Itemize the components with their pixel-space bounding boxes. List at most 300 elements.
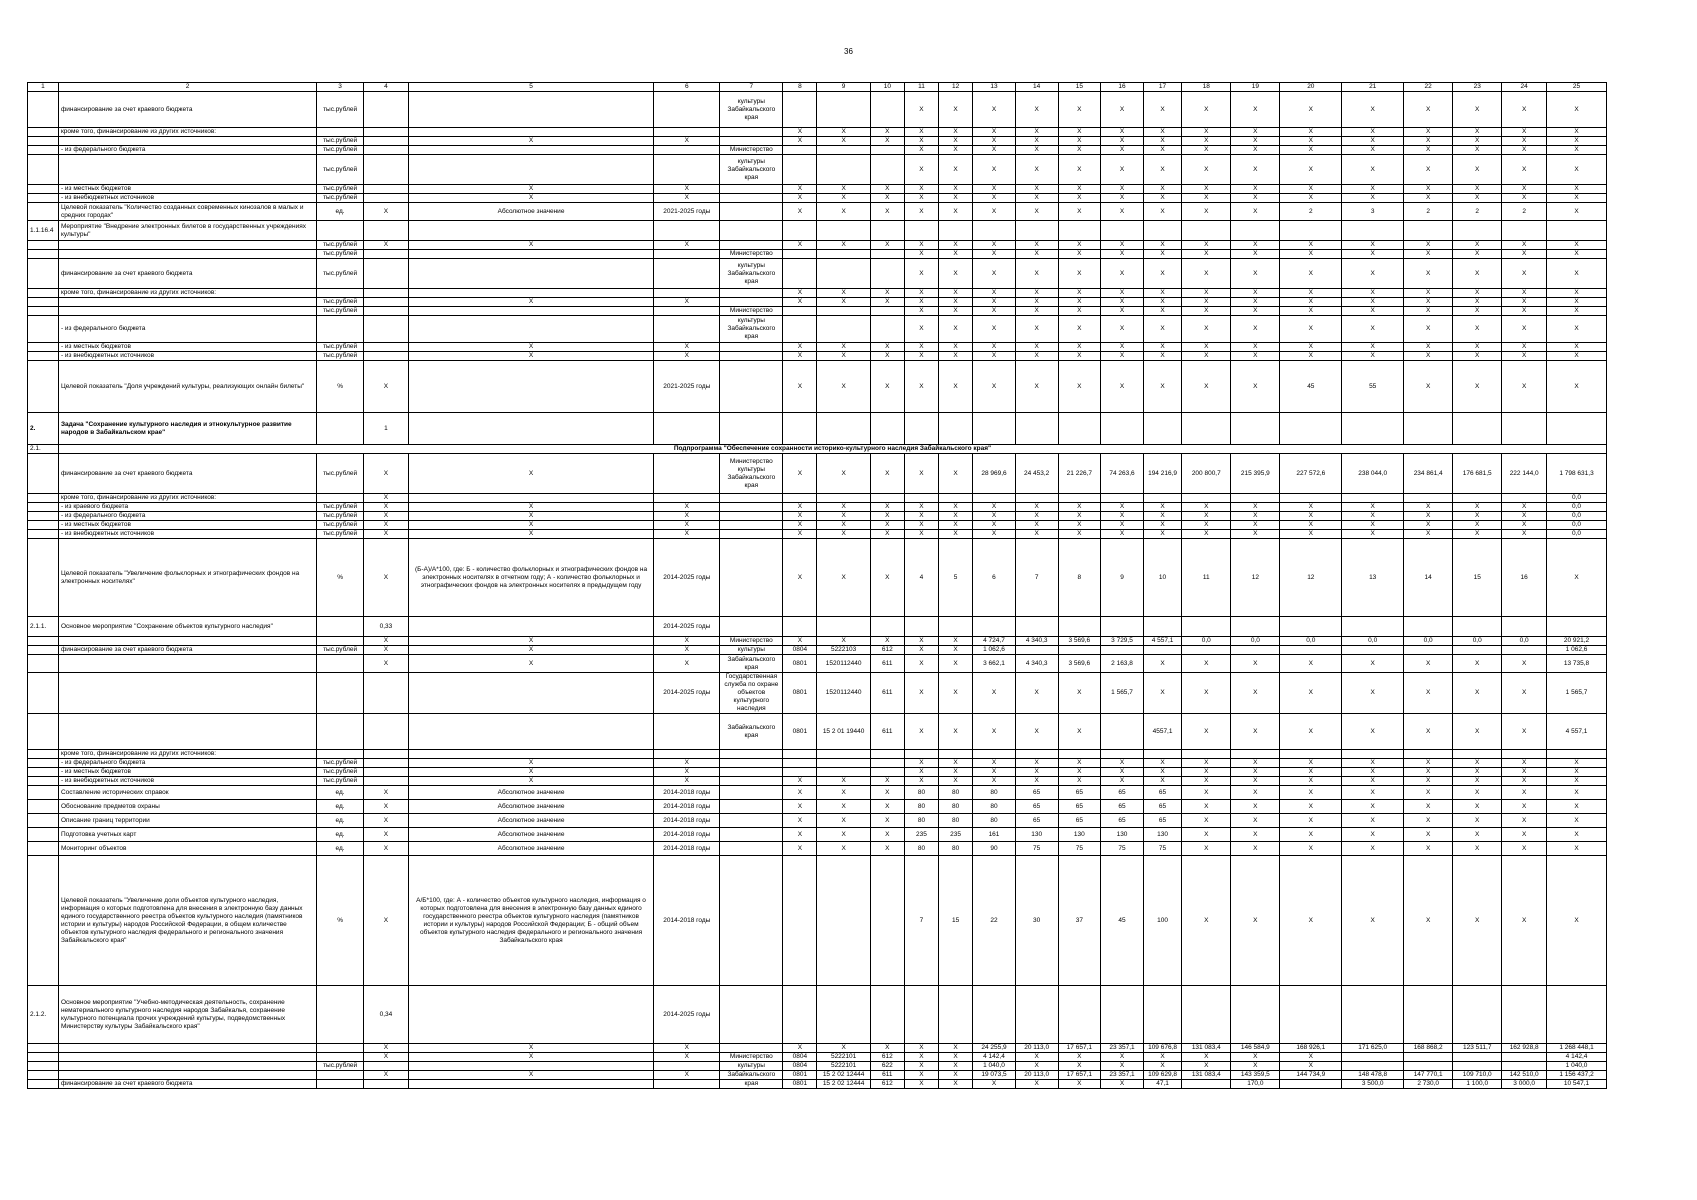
table-cell: 3	[1342, 203, 1404, 221]
table-cell: X	[1231, 250, 1280, 259]
table-cell: X	[1231, 777, 1280, 786]
table-cell: X	[1342, 250, 1404, 259]
table-cell: X	[1280, 259, 1342, 289]
row-number: 2.1.	[28, 445, 59, 454]
table-cell: X	[1453, 828, 1502, 842]
table-cell: X	[783, 289, 817, 298]
table-cell: X	[1280, 673, 1342, 714]
table-cell: X	[1280, 92, 1342, 128]
table-cell: X	[1058, 530, 1101, 539]
table-cell: X	[870, 1044, 904, 1053]
table-cell	[408, 986, 653, 1044]
table-cell: X	[1502, 673, 1547, 714]
table-cell: А/Б*100, где: А - количество объектов культурного наследия, информация о которых подготовлена для внесения в электронную базу данных единого государственного реестра объектов культурного наследия (памятников истории и культуры) народов Российской Федерации; Б - общий объем объектов культурного наследия федерального и регионального значения Забайкальского края	[408, 856, 653, 986]
table-cell: X	[1502, 786, 1547, 800]
page-number: 36	[844, 47, 853, 56]
table-cell: X	[1453, 856, 1502, 986]
table-cell: X	[1231, 521, 1280, 530]
table-cell: X	[939, 194, 973, 203]
table-cell	[317, 1053, 364, 1062]
table-cell: 5222101	[817, 1062, 870, 1071]
table-cell: X	[1182, 128, 1231, 137]
table-cell: X	[1231, 185, 1280, 194]
table-cell: X	[817, 786, 870, 800]
table-cell: X	[1453, 503, 1502, 512]
table-cell: тыс.рублей	[317, 454, 364, 494]
table-cell: X	[1280, 655, 1342, 673]
table-cell	[1342, 750, 1404, 759]
table-cell: 65	[1143, 786, 1181, 800]
table-cell: X	[817, 185, 870, 194]
table-cell: X	[1453, 814, 1502, 828]
table-cell	[783, 221, 817, 241]
table-cell: X	[1143, 512, 1181, 521]
table-cell: ед.	[317, 814, 364, 828]
table-cell: X	[1404, 316, 1453, 343]
table-cell: 622	[870, 1062, 904, 1071]
table-cell: X	[1453, 352, 1502, 361]
table-cell	[870, 750, 904, 759]
table-cell: X	[1502, 137, 1547, 146]
table-cell: X	[1342, 146, 1404, 155]
table-cell	[1453, 494, 1502, 503]
table-cell: X	[1453, 655, 1502, 673]
table-cell: тыс.рублей	[317, 259, 364, 289]
row-label: - из федерального бюджета	[58, 316, 316, 343]
table-cell: X	[364, 637, 409, 646]
table-cell: X	[973, 343, 1016, 352]
table-cell: 55	[1342, 361, 1404, 413]
table-cell: X	[1404, 512, 1453, 521]
table-cell	[817, 759, 870, 768]
table-cell: X	[364, 512, 409, 521]
row-label	[58, 714, 316, 750]
table-cell: X	[904, 1053, 938, 1062]
table-cell: 90	[973, 842, 1016, 856]
header-cell: 23	[1453, 83, 1502, 92]
table-cell: 24 255,9	[973, 1044, 1016, 1053]
table-cell: 100	[1143, 856, 1181, 986]
table-cell	[870, 316, 904, 343]
table-cell: X	[1547, 316, 1607, 343]
table-cell: X	[1502, 352, 1547, 361]
table-cell: 2	[1280, 203, 1342, 221]
table-row	[28, 221, 1607, 241]
row-number	[28, 856, 59, 986]
table-cell: X	[1547, 343, 1607, 352]
table-cell: X	[1058, 92, 1101, 128]
table-cell: X	[1231, 1053, 1280, 1062]
table-cell: X	[1015, 316, 1058, 343]
table-cell	[364, 1062, 409, 1071]
table-cell	[1058, 413, 1101, 445]
table-cell	[408, 289, 653, 298]
table-cell	[1143, 617, 1181, 637]
table-cell: X	[1502, 298, 1547, 307]
table-cell: X	[1342, 128, 1404, 137]
table-cell: X	[1404, 655, 1453, 673]
table-cell: X	[973, 250, 1016, 259]
table-cell: 80	[973, 800, 1016, 814]
row-number: 1.1.16.4	[28, 221, 59, 241]
table-cell: X	[783, 842, 817, 856]
table-cell: X	[817, 828, 870, 842]
row-label: - из федерального бюджета	[58, 146, 316, 155]
table-cell	[364, 221, 409, 241]
table-cell: X	[1453, 512, 1502, 521]
table-cell	[408, 128, 653, 137]
table-cell: 65	[1143, 814, 1181, 828]
table-cell: X	[1404, 786, 1453, 800]
table-cell	[720, 512, 783, 521]
table-cell: X	[1502, 307, 1547, 316]
table-row	[28, 1062, 1607, 1071]
table-cell: X	[870, 512, 904, 521]
table-cell: X	[973, 777, 1016, 786]
table-cell: X	[817, 454, 870, 494]
table-row	[28, 814, 1607, 828]
table-cell: X	[1231, 503, 1280, 512]
table-cell: X	[1547, 361, 1607, 413]
row-label: Целевой показатель "Доля учреждений культуры, реализующих онлайн билеты"	[58, 361, 316, 413]
table-cell	[817, 768, 870, 777]
table-cell: тыс.рублей	[317, 521, 364, 530]
table-cell: X	[939, 155, 973, 185]
table-cell	[720, 786, 783, 800]
table-cell: 4 142,4	[1547, 1053, 1607, 1062]
table-cell	[870, 250, 904, 259]
table-row	[28, 828, 1607, 842]
table-cell: X	[1143, 137, 1181, 146]
table-cell: 2014-2018 годы	[654, 842, 720, 856]
table-cell: X	[1502, 814, 1547, 828]
table-row	[28, 316, 1607, 343]
table-cell	[720, 800, 783, 814]
table-cell: X	[973, 714, 1016, 750]
table-cell	[654, 128, 720, 137]
table-cell: X	[904, 92, 938, 128]
table-row	[28, 655, 1607, 673]
table-cell: X	[1015, 137, 1058, 146]
table-cell: X	[1502, 828, 1547, 842]
table-cell: Министерство культуры Забайкальского края	[720, 454, 783, 494]
table-cell: X	[939, 250, 973, 259]
table-cell	[364, 343, 409, 352]
table-cell	[1015, 413, 1058, 445]
table-cell: X	[1502, 250, 1547, 259]
table-cell	[870, 768, 904, 777]
table-cell: X	[870, 503, 904, 512]
table-cell: X	[1058, 316, 1101, 343]
row-number	[28, 530, 59, 539]
table-cell	[1058, 750, 1101, 759]
table-cell: X	[1182, 307, 1231, 316]
table-cell: X	[1502, 343, 1547, 352]
row-label	[58, 1062, 316, 1071]
table-cell: 24 453,2	[1015, 454, 1058, 494]
table-cell: X	[1502, 777, 1547, 786]
table-cell: X	[1453, 800, 1502, 814]
table-cell: X	[1101, 768, 1144, 777]
table-cell: 0,0	[1231, 637, 1280, 646]
table-cell: X	[1015, 92, 1058, 128]
table-cell: %	[317, 856, 364, 986]
table-cell	[870, 413, 904, 445]
table-cell	[364, 128, 409, 137]
table-cell: 65	[1101, 786, 1144, 800]
table-cell	[408, 1080, 653, 1089]
table-cell: X	[654, 1053, 720, 1062]
table-cell: 611	[870, 714, 904, 750]
table-cell: X	[654, 241, 720, 250]
table-cell: X	[1143, 316, 1181, 343]
table-cell	[720, 137, 783, 146]
table-cell	[1404, 494, 1453, 503]
table-cell	[720, 856, 783, 986]
table-cell: X	[783, 203, 817, 221]
row-label: кроме того, финансирование из других источников:	[58, 289, 316, 298]
table-cell: X	[1058, 185, 1101, 194]
table-cell: X	[654, 637, 720, 646]
table-cell: X	[1547, 250, 1607, 259]
table-cell: X	[1404, 856, 1453, 986]
table-cell: X	[1342, 512, 1404, 521]
table-cell: 0801	[783, 1080, 817, 1089]
table-cell	[1502, 986, 1547, 1044]
table-cell	[1502, 221, 1547, 241]
table-cell: 142 510,0	[1502, 1071, 1547, 1080]
row-number	[28, 259, 59, 289]
table-cell	[1231, 413, 1280, 445]
table-cell: X	[939, 203, 973, 221]
table-cell: X	[1182, 289, 1231, 298]
table-row	[28, 530, 1607, 539]
table-cell: 10 547,1	[1547, 1080, 1607, 1089]
header-cell: 13	[973, 83, 1016, 92]
table-cell	[1547, 750, 1607, 759]
table-cell: X	[1182, 503, 1231, 512]
table-cell: 1520112440	[817, 673, 870, 714]
table-cell: X	[1342, 343, 1404, 352]
table-row	[28, 750, 1607, 759]
table-cell: X	[973, 194, 1016, 203]
table-cell	[720, 203, 783, 221]
table-cell: X	[870, 352, 904, 361]
table-cell: Государственная служба по охране объектов культурного наследия	[720, 673, 783, 714]
table-cell: X	[1058, 259, 1101, 289]
table-cell: тыс.рублей	[317, 759, 364, 768]
table-cell: X	[939, 1071, 973, 1080]
table-cell: X	[1547, 768, 1607, 777]
table-cell: X	[1547, 856, 1607, 986]
table-cell: X	[1182, 714, 1231, 750]
table-cell	[364, 673, 409, 714]
table-cell: 65	[1101, 814, 1144, 828]
row-label: Целевой показатель "Увеличение фольклорных и этнографических фондов на электронных носителях"	[58, 539, 316, 617]
table-cell: X	[1342, 759, 1404, 768]
table-cell: X	[1280, 786, 1342, 800]
table-cell: X	[1143, 530, 1181, 539]
table-cell: X	[1182, 155, 1231, 185]
table-cell: X	[939, 128, 973, 137]
table-cell: X	[1101, 316, 1144, 343]
table-cell	[870, 494, 904, 503]
table-cell: X	[1547, 298, 1607, 307]
table-cell: X	[364, 786, 409, 800]
table-cell: Абсолютное значение	[408, 786, 653, 800]
table-cell: тыс.рублей	[317, 92, 364, 128]
table-cell	[1143, 986, 1181, 1044]
table-cell: X	[1182, 655, 1231, 673]
table-cell: X	[1342, 530, 1404, 539]
table-cell: X	[1101, 352, 1144, 361]
row-label: Целевой показатель "Количество созданных современных кинозалов в малых и средних городах"	[58, 203, 316, 221]
table-cell: X	[1280, 856, 1342, 986]
table-cell: X	[1280, 714, 1342, 750]
table-cell	[1182, 986, 1231, 1044]
table-cell: X	[817, 1044, 870, 1053]
table-cell	[317, 413, 364, 445]
table-cell: X	[1015, 1080, 1058, 1089]
table-cell: X	[1342, 316, 1404, 343]
table-cell: X	[1404, 714, 1453, 750]
table-cell	[870, 146, 904, 155]
table-cell: X	[1547, 539, 1607, 617]
table-cell: 17 657,1	[1058, 1044, 1101, 1053]
table-cell	[1015, 750, 1058, 759]
table-cell: X	[1058, 503, 1101, 512]
table-cell: X	[1182, 530, 1231, 539]
table-cell: X	[408, 521, 653, 530]
table-cell: X	[904, 250, 938, 259]
table-cell: X	[1502, 503, 1547, 512]
table-cell: 75	[1015, 842, 1058, 856]
table-cell	[904, 413, 938, 445]
table-cell: 2021-2025 годы	[654, 361, 720, 413]
table-cell: 17 657,1	[1058, 1071, 1101, 1080]
table-cell	[1404, 986, 1453, 1044]
table-cell: X	[1342, 673, 1404, 714]
table-cell: X	[817, 241, 870, 250]
table-cell: X	[904, 203, 938, 221]
table-cell	[317, 289, 364, 298]
table-cell: 2014-2018 годы	[654, 814, 720, 828]
row-label: - из внебюджетных источников	[58, 777, 316, 786]
table-cell	[1231, 750, 1280, 759]
table-cell	[1058, 646, 1101, 655]
table-cell: Абсолютное значение	[408, 842, 653, 856]
table-cell	[1101, 986, 1144, 1044]
table-cell: 2014-2018 годы	[654, 856, 720, 986]
table-row	[28, 637, 1607, 646]
table-cell: X	[870, 521, 904, 530]
table-cell	[1231, 494, 1280, 503]
table-cell	[904, 617, 938, 637]
table-cell	[654, 1062, 720, 1071]
table-cell: X	[408, 768, 653, 777]
table-cell: X	[973, 155, 1016, 185]
table-cell: X	[654, 185, 720, 194]
table-cell: X	[1404, 194, 1453, 203]
table-cell	[720, 221, 783, 241]
table-cell	[317, 617, 364, 637]
table-cell: X	[904, 673, 938, 714]
table-cell: X	[1547, 814, 1607, 828]
table-cell: X	[408, 759, 653, 768]
table-row	[28, 842, 1607, 856]
table-cell: 80	[939, 842, 973, 856]
table-cell	[1502, 1062, 1547, 1071]
table-cell: X	[1231, 361, 1280, 413]
table-cell: ед.	[317, 800, 364, 814]
table-cell: X	[1101, 298, 1144, 307]
table-cell: тыс.рублей	[317, 503, 364, 512]
row-number	[28, 714, 59, 750]
table-cell: 5222103	[817, 646, 870, 655]
table-cell: X	[364, 1053, 409, 1062]
table-cell: X	[1342, 241, 1404, 250]
table-cell: X	[1101, 92, 1144, 128]
table-cell: X	[939, 521, 973, 530]
table-cell: X	[1547, 155, 1607, 185]
table-cell: X	[408, 646, 653, 655]
table-cell: X	[1143, 759, 1181, 768]
table-cell	[408, 1062, 653, 1071]
table-cell	[720, 352, 783, 361]
table-cell: 3 729,5	[1101, 637, 1144, 646]
table-cell	[364, 316, 409, 343]
table-cell: X	[783, 530, 817, 539]
table-cell: X	[1547, 828, 1607, 842]
table-cell: X	[1342, 800, 1404, 814]
table-cell: X	[973, 521, 1016, 530]
table-cell: 147 770,1	[1404, 1071, 1453, 1080]
table-cell: X	[1547, 128, 1607, 137]
table-cell: 3 500,0	[1342, 1080, 1404, 1089]
table-cell: X	[1058, 512, 1101, 521]
table-cell: X	[1101, 1080, 1144, 1089]
table-cell: 80	[904, 786, 938, 800]
row-number	[28, 1080, 59, 1089]
table-cell: X	[904, 1080, 938, 1089]
table-cell	[654, 307, 720, 316]
table-cell: 21 226,7	[1058, 454, 1101, 494]
table-cell: 131 083,4	[1182, 1071, 1231, 1080]
table-cell: 2014-2025 годы	[654, 539, 720, 617]
table-cell: 65	[1058, 786, 1101, 800]
table-cell: тыс.рублей	[317, 137, 364, 146]
table-cell: X	[1015, 128, 1058, 137]
table-cell: X	[364, 503, 409, 512]
table-cell: X	[904, 241, 938, 250]
table-cell: 611	[870, 673, 904, 714]
table-cell: 1	[364, 413, 409, 445]
table-cell	[783, 856, 817, 986]
table-cell	[654, 146, 720, 155]
table-cell: X	[939, 92, 973, 128]
table-cell	[817, 221, 870, 241]
table-cell	[1280, 1080, 1342, 1089]
table-cell: X	[1101, 1062, 1144, 1071]
row-number: 2.1.1.	[28, 617, 59, 637]
table-cell: 2	[1453, 203, 1502, 221]
table-cell: X	[1058, 521, 1101, 530]
table-cell: 75	[1058, 842, 1101, 856]
table-row	[28, 768, 1607, 777]
table-cell: X	[1143, 768, 1181, 777]
table-cell: X	[1182, 1053, 1231, 1062]
table-cell: X	[654, 759, 720, 768]
